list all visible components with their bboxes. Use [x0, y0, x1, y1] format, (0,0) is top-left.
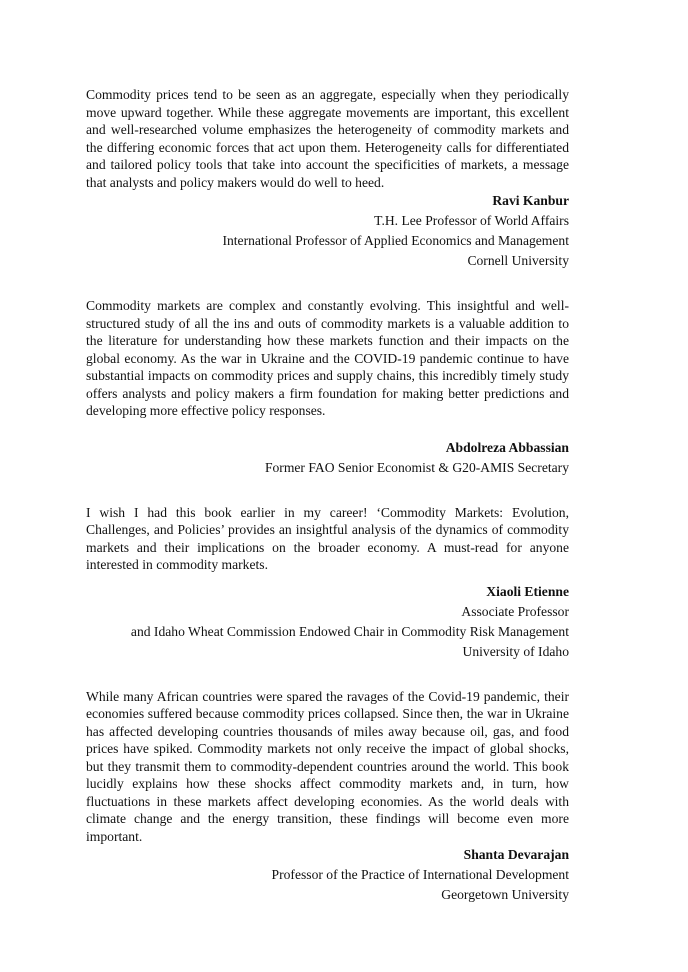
endorser-title: T.H. Lee Professor of World Affairs [374, 213, 569, 228]
endorser-name: Xiaoli Etienne [486, 583, 569, 599]
endorsement [86, 688, 569, 906]
endorser-title: Associate Professor [461, 603, 569, 619]
endorser-name: Shanta Devarajan [463, 847, 569, 862]
endorser-name: Ravi Kanbur [492, 193, 569, 208]
endorser-title: International Professor of Applied Economics and Management [222, 233, 569, 248]
endorsement-attribution [86, 845, 569, 905]
endorsement [86, 504, 569, 662]
endorsement-quote: I wish I had this book earlier in my career! ‘Commodity Markets: Evolution, Challenges, and Policies’ provides an insightful analysis of the dynamics of commodity markets and their implications on the broader economy. A must-read for anyone interested in commodity markets. [86, 504, 569, 572]
endorser-title: Former FAO Senior Economist & G20-AMIS Secretary [264, 459, 569, 475]
endorsement-attribution [86, 582, 569, 662]
endorser-name: Abdolreza Abbassian [445, 439, 569, 455]
endorsement [86, 86, 569, 271]
endorsement-attribution [86, 438, 569, 478]
endorsement-quote: Commodity markets are complex and constantly evolving. This insightful and well-structured study of all the ins and outs of commodity markets is a valuable addition to the literature for understanding how these markets function and their impacts on the global economy. As the war in Ukraine and the COVID-19 pandemic continue to have substantial impacts on commodity prices and supply chains, this incredibly timely study offers analysts and policy makers a firm foundation for making better predictions and developing more effective policy responses. [86, 298, 569, 418]
endorser-title: and Idaho Wheat Commission Endowed Chair in Commodity Risk Management [130, 623, 569, 639]
endorsement-quote: While many African countries were spared the ravages of the Covid-19 pandemic, their economies suffered because commodity prices collapsed. Since then, the war in Ukraine has affected developing countries thousands of miles away because oil, gas, and food prices have spiked. Commodity markets not only receive the impact of global shocks, but they transmit them to commodity-dependent countries around the world. This book lucidly explains how these shocks affect commodity markets and, in turn, how fluctuations in these markets affect developing economies. As the world deals with climate change and the energy transition, these findings will become even more important. [86, 688, 569, 844]
endorser-affiliation: Cornell University [467, 253, 569, 268]
endorsement [86, 297, 569, 478]
endorser-title: Professor of the Practice of International Development [271, 867, 569, 882]
endorser-affiliation: Georgetown University [441, 887, 569, 902]
endorsement-attribution [86, 191, 569, 271]
endorsement-quote: Commodity prices tend to be seen as an aggregate, especially when they periodically move upward together. While these aggregate movements are important, this excellent and well-researched volume emphasizes the heterogeneity of commodity markets and the differing economic forces that act upon them. Heterogeneity calls for differentiated and tailored policy tools that take into account the specificities of markets, a message that analysts and policy makers would do well to heed. [86, 87, 569, 190]
endorsements-page [86, 86, 569, 905]
endorser-affiliation: University of Idaho [462, 643, 569, 659]
